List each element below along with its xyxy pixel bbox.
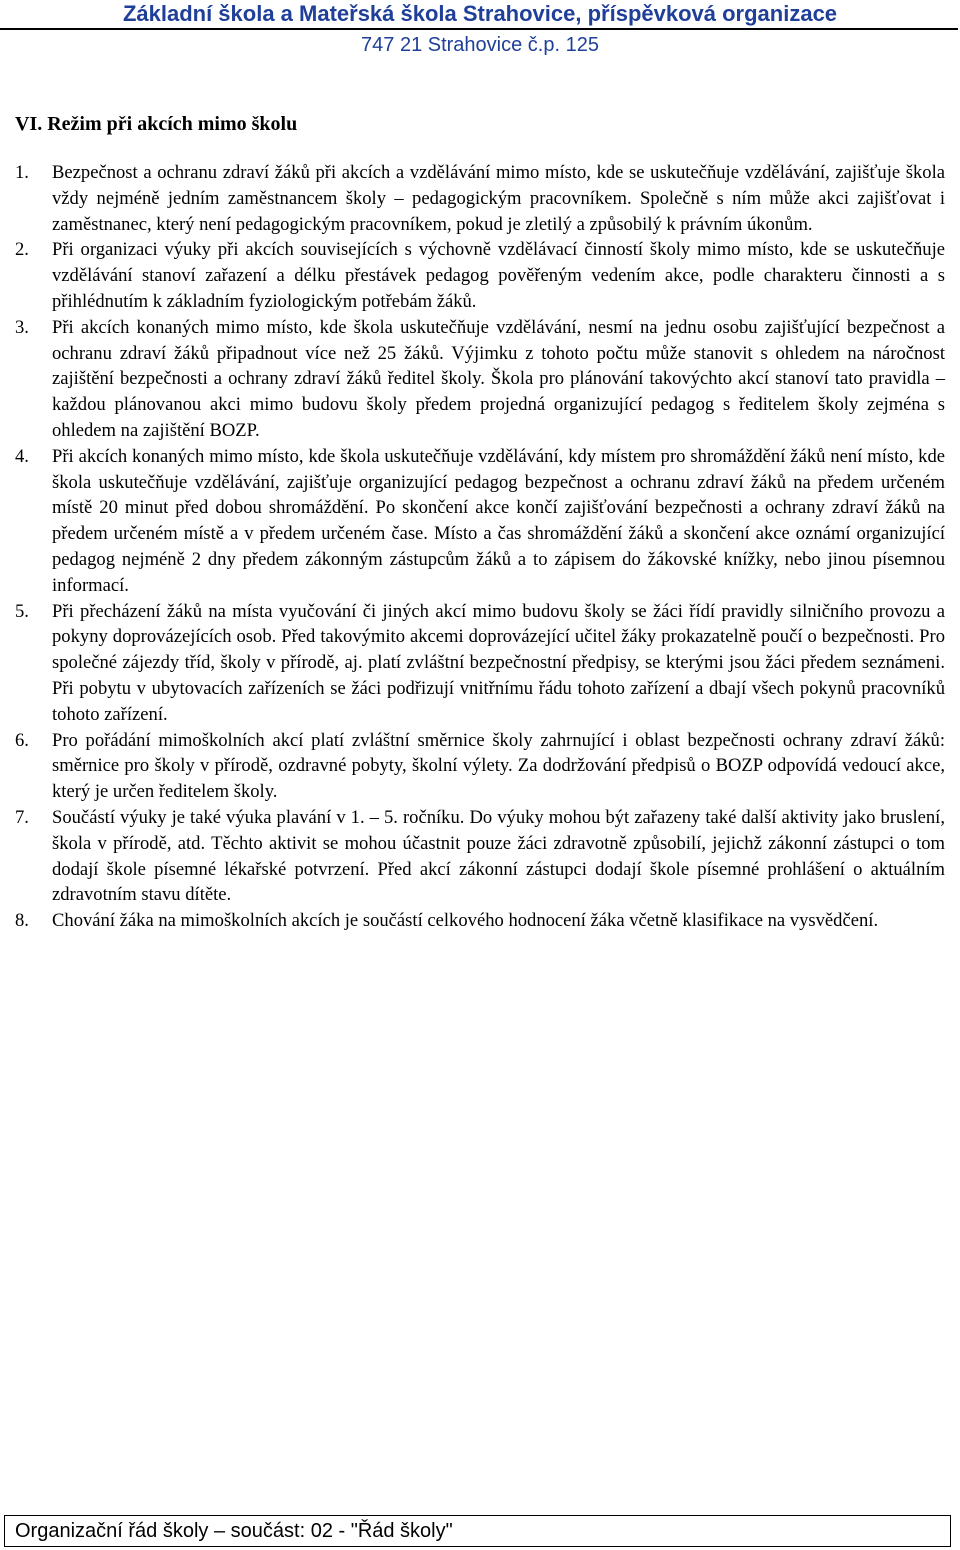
item-text: Při organizaci výuky při akcích souvisejících s výchovně vzdělávací činností školy mimo místo, kde se uskutečňuje vzdělávání stanoví zařazení a délku přestávek pedagog pověřeným vedením akce, podle charakteru činnosti a s přihlédnutím k základním fyziologickým potřebám žáků. [52, 239, 945, 312]
item-number: 3. [15, 316, 29, 338]
list-item [15, 728, 945, 805]
page-footer [4, 1515, 951, 1547]
item-text: Při přecházení žáků na místa vyučování či jiných akcí mimo budovu školy se žáci řídí pravidly silničního provozu a pokyny doprovázejících osob. Před takovýmito akcemi doprovázející učitel žáky prokazatelně poučí o bezpečnosti. Pro společné zájezdy tříd, školy v přírodě, aj. platí zvláštní bezpečnostní předpisy, se kterými jsou žáci předem seznámeni. Při pobytu v ubytovacích zařízeních se žáci podřizují vnitřnímu řádu tohoto zařízení a dbají všech pokynů pracovníků tohoto zařízení. [52, 600, 945, 725]
list-item [15, 444, 945, 599]
item-number: 7. [15, 806, 29, 828]
school-address: 747 21 Strahovice č.p. 125 [361, 34, 599, 56]
footer-text: Organizační řád školy – součást: 02 - "Řád školy" [15, 1520, 453, 1542]
header-divider [0, 28, 958, 30]
list-item [15, 237, 945, 314]
list-item [15, 315, 945, 444]
list-item [15, 599, 945, 728]
list-item [15, 908, 945, 934]
item-number: 6. [15, 729, 29, 751]
item-number: 4. [15, 445, 29, 467]
item-number: 8. [15, 910, 29, 932]
list-item [15, 160, 945, 237]
item-number: 1. [15, 162, 29, 183]
school-name: Základní škola a Mateřská škola Strahovice, příspěvková organizace [122, 1, 838, 26]
item-text: Při akcích konaných mimo místo, kde škola uskutečňuje vzdělávání, kdy místem pro shromáždění žáků není místo, kde škola uskutečňuje vzdělávání, zajišťuje organizující pedagog bezpečnost a ochranu zdraví žáků na předem určeném místě 20 minut před dobou shromáždění. Po skončení akce končí zajišťování bezpečnosti a ochrany zdraví žáků na předem určeném místě a v předem určeném čase. Místo a čas shromáždění žáků a skončení akce oznámí organizující pedagog nejméně 2 dny předem zákonným zástupcům žáků a to zápisem do žákovské knížky, nebo jinou písemnou informací. [52, 445, 945, 596]
item-text: Pro pořádání mimoškolních akcí platí zvláštní směrnice školy zahrnující i oblast bezpečnosti ochrany zdraví žáků: směrnice pro školy v přírodě, ozdravné pobyty, školní výlety. Za dodržování předpisů o BOZP odpovídá vedoucí akce, který je určen ředitelem školy. [52, 729, 945, 803]
item-text: Při akcích konaných mimo místo, kde škola uskutečňuje vzdělávání, nesmí na jednu osobu zajišťující bezpečnost a ochranu zdraví žáků připadnout více než 25 žáků. Výjimku z tohoto počtu může stanovit s ohledem na náročnost zajištění bezpečnosti a ochrany zdraví žáků ředitel školy. Škola pro plánování takovýchto akcí stanoví tato pravidla – každou plánovanou akci mimo budovu školy předem projedná organizující pedagog s ředitelem školy zejména s ohledem na zajištění BOZP. [52, 316, 945, 441]
item-number: 5. [15, 600, 29, 622]
item-text: Součástí výuky je také výuka plavání v 1. – 5. ročníku. Do výuky mohou být zařazeny také další aktivity jako bruslení, škola v přírodě, atd. Těchto aktivit se mohou účastnit pouze žáci zdravotně způsobilí, jejichž zákonní zástupci o tom dodají škole písemné lékařské potvrzení. Před akcí zákonní zástupci dodají škole písemné prohlášení o aktuálním zdravotním stavu dítěte. [52, 806, 945, 906]
list-item [15, 805, 945, 908]
section-title: VI. Režim při akcích mimo školu [15, 113, 298, 135]
item-text: Bezpečnost a ochranu zdraví žáků při akcích a vzdělávání mimo místo, kde se uskutečňuje vzdělávání, zajišťuje škola vždy nejméně jedním zaměstnancem školy – pedagogickým pracovníkem. Společně s ním může akci zajišťovat i zaměstnanec, který není pedagogickým pracovníkem, pokud je zletilý a způsobilý k právním úkonům. [52, 162, 945, 235]
item-number: 2. [15, 239, 29, 261]
rules-list [15, 160, 945, 934]
item-text: Chování žáka na mimoškolních akcích je součástí celkového hodnocení žáka včetně klasifikace na vysvědčení. [52, 910, 879, 932]
